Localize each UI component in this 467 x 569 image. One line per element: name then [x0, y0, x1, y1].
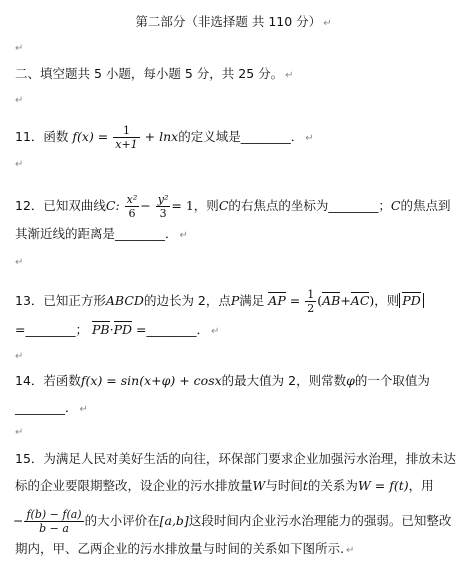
- q13-plus: +: [340, 293, 351, 308]
- q11-suffix: 的定义域是________．: [178, 129, 304, 144]
- q15-line-4-text: 期内，甲、乙两企业的污水排放量与时间的关系如下图所示.: [15, 541, 344, 556]
- question-15-line-2: [15, 478, 434, 494]
- question-15-line-1: [15, 451, 456, 467]
- paragraph-mark-icon: ↵: [15, 159, 24, 170]
- q14-line-2-text: ________．: [15, 400, 78, 415]
- q13-paren-open: (: [317, 293, 323, 308]
- q14-phi: φ: [346, 373, 355, 388]
- q14-prefix: 14．若函数: [15, 373, 81, 388]
- q11-log-term: + lnx: [144, 129, 179, 144]
- q13-line-2-start: =________；: [15, 322, 88, 337]
- q12-curve-name: C:: [105, 198, 120, 213]
- question-14-line-2: [15, 400, 88, 418]
- q13-half-numerator: 1: [307, 288, 315, 301]
- q11-fraction-numerator: 1: [113, 124, 139, 138]
- q13-mid: 的边长为 2，点: [143, 293, 231, 308]
- q13-vector-ac: AC: [350, 293, 370, 308]
- section-heading-text: 二、填空题共 5 小题，每小题 5 分，共 25 分。: [15, 66, 284, 81]
- q15-line-2-c: 的关系为: [307, 478, 358, 493]
- q14-function: f(x) = sin(x+φ) + cosx: [80, 373, 222, 388]
- q12-fraction-x: [125, 193, 140, 220]
- q12-equals: = 1: [171, 198, 194, 213]
- q12-mid: ，则: [193, 198, 219, 213]
- question-14-line-1: [15, 373, 430, 389]
- q12-mid-2: 的右焦点的坐标为________；: [228, 198, 391, 213]
- section-heading: [15, 66, 294, 84]
- paragraph-mark-icon: ↵: [305, 133, 314, 144]
- q12-minus: −: [140, 198, 151, 213]
- q12-end: 的焦点到: [400, 198, 451, 213]
- q14-end: 的一个取值为: [354, 373, 430, 388]
- q15-line-2-b: 与时间: [265, 478, 303, 493]
- q15-t: t: [302, 478, 308, 493]
- paragraph-mark-icon: ↵: [210, 326, 220, 337]
- q13-then: ，则: [374, 293, 400, 308]
- paragraph-mark-icon: ↵: [323, 18, 332, 29]
- q13-point-p: P: [230, 293, 240, 308]
- question-13-line-2: [15, 322, 219, 340]
- q11-prefix: 11．函数: [15, 129, 69, 144]
- paragraph-mark-icon: ↵: [345, 545, 355, 556]
- q13-vector-ab: AB: [322, 293, 341, 308]
- q15-line-3-b: 这段时间内企业污水治理能力的强弱。已知整改: [188, 513, 452, 528]
- q12-prefix: 12．已知双曲线: [15, 198, 106, 213]
- q11-fraction-denominator: x+1: [115, 138, 138, 151]
- q13-vector-pd-2: PD: [113, 322, 132, 337]
- q15-rate-numerator: f(b) − f(a): [26, 508, 82, 521]
- q13-abs-pd: [399, 293, 423, 308]
- q15-interval: [a,b]: [159, 513, 189, 528]
- q15-line-2-a: 标的企业要限期整改，设企业的污水排放量: [15, 478, 253, 493]
- q12-c-2: C: [390, 198, 401, 213]
- q13-half-fraction: [305, 288, 316, 315]
- q13-square-name: ABCD: [105, 293, 144, 308]
- q12-fraction-x-denominator: 6: [128, 207, 136, 220]
- q12-c-1: C: [218, 198, 229, 213]
- q15-line-1-text: 15．为满足人民对美好生活的向往，环保部门要求企业加强污水治理，排放未达: [15, 451, 456, 466]
- q15-line-3-a: 的大小评价在: [84, 513, 160, 528]
- q15-rate-fraction: [24, 508, 83, 535]
- q15-rate-denominator: b − a: [39, 522, 69, 535]
- q11-function: f(x) =: [72, 129, 109, 144]
- q13-vector-ap: AP: [268, 293, 286, 308]
- paragraph-mark-icon: ↵: [15, 95, 24, 106]
- paragraph-mark-icon: ↵: [15, 257, 24, 268]
- q15-line-2-d: ，用: [408, 478, 434, 493]
- question-11: [15, 124, 314, 151]
- q13-half-denominator: 2: [307, 302, 315, 315]
- q11-fraction: [113, 124, 139, 151]
- q12-line-2-text: 其渐近线的距离是________．: [15, 226, 178, 241]
- q13-paren-close: ): [369, 293, 375, 308]
- paragraph-mark-icon: ↵: [15, 427, 24, 438]
- q15-relation: W = f(t): [357, 478, 409, 493]
- paragraph-mark-icon: ↵: [179, 230, 188, 241]
- paragraph-mark-icon: ↵: [15, 351, 24, 362]
- q12-fraction-y-numerator: y²: [157, 193, 169, 206]
- question-15-line-4: [15, 541, 354, 559]
- part-title-text: 第二部分（非选择题 共 110 分）: [135, 14, 322, 29]
- q14-mid: 的最大值为 2，则常数: [221, 373, 347, 388]
- q13-dot: ·: [109, 322, 114, 337]
- q13-vector-pd: PD: [402, 293, 421, 308]
- paragraph-mark-icon: ↵: [79, 404, 88, 415]
- q12-fraction-y: [156, 193, 171, 220]
- q15-w: W: [252, 478, 266, 493]
- paragraph-mark-icon: ↵: [285, 70, 294, 81]
- q13-vector-pb: PB: [91, 322, 110, 337]
- question-15-line-3: [13, 508, 451, 535]
- q12-fraction-y-denominator: 3: [159, 207, 167, 220]
- paragraph-mark-icon: ↵: [15, 43, 24, 54]
- q13-prefix: 13．已知正方形: [15, 293, 106, 308]
- q13-mid-2: 满足: [239, 293, 265, 308]
- q13-equals: =: [289, 293, 301, 308]
- question-12-line-2: [15, 226, 188, 244]
- part-title: [0, 14, 467, 32]
- q13-line-2-end: =________．: [135, 322, 209, 337]
- q12-fraction-x-numerator: x²: [126, 193, 138, 206]
- question-12-line-1: [15, 193, 451, 220]
- question-13-line-1: [15, 288, 424, 315]
- q15-negative: −: [13, 513, 24, 528]
